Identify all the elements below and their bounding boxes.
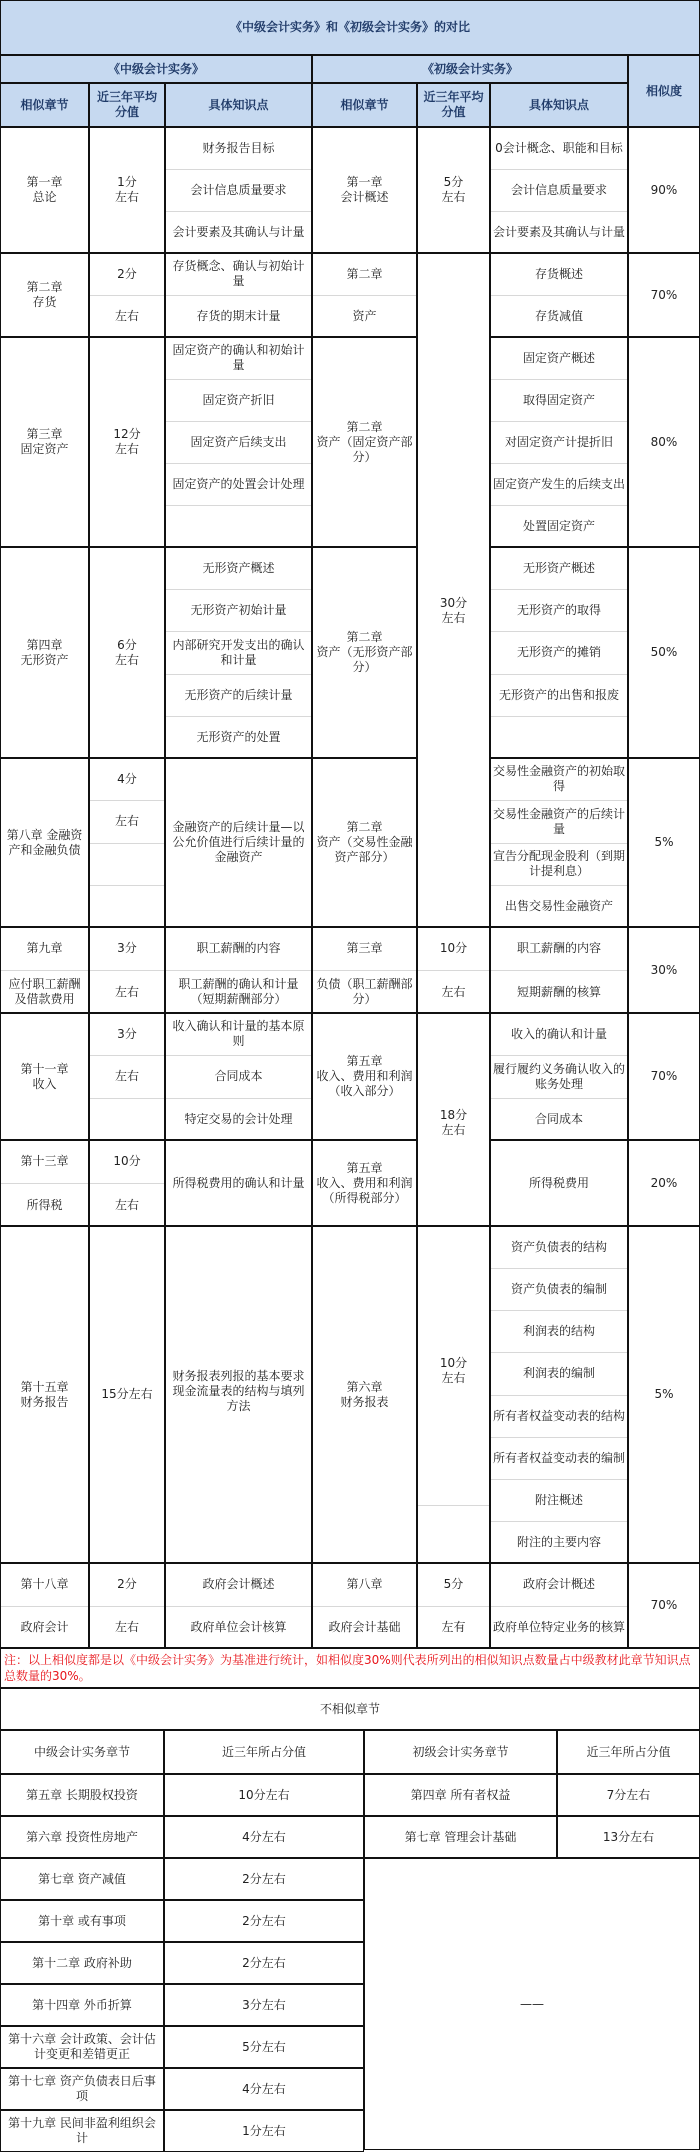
- footnote: 注：以上相似度都是以《中级会计实务》为基准进行统计，如相似度30%则代表所列出的相似知识点数量占中级教材此章节知识点总数量的30%。: [4, 1653, 691, 1683]
- cell-border: [0, 0, 700, 55]
- col-header-points: 具体知识点: [490, 83, 628, 127]
- cell-border: [312, 927, 417, 1013]
- similarity-value: 5%: [654, 1387, 674, 1401]
- cell-border: [0, 1730, 164, 1774]
- knowledge-point: 左右: [89, 1183, 165, 1226]
- score-cell: 1分 左右: [114, 175, 139, 204]
- dissimilar-mid-chapter: 第十九章 民间非盈利组织会计: [8, 2116, 156, 2145]
- dissimilar-col-header: 近三年所占分值: [221, 1744, 306, 1759]
- cell-border: [312, 337, 417, 547]
- knowledge-point: 无形资产的摊销: [490, 631, 628, 673]
- cell-border: [312, 547, 417, 758]
- knowledge-point: 左右: [89, 1055, 165, 1097]
- knowledge-point: 内部研究开发支出的确认和计量: [165, 631, 312, 673]
- knowledge-point: 固定资产的处置会计处理: [165, 463, 312, 505]
- cell-border: [89, 127, 165, 253]
- cell-border: [490, 1013, 628, 1140]
- knowledge-point: 金融资产的后续计量—以公允价值进行后续计量的金融资产: [172, 820, 305, 864]
- cell-border: [164, 1730, 364, 1774]
- cell-border: [89, 337, 165, 547]
- knowledge-point: 左右: [89, 1606, 165, 1649]
- knowledge-point: 存货概念、确认与初始计量: [172, 259, 305, 288]
- cell-border: [417, 1226, 490, 1563]
- cell-border: [0, 1858, 164, 1900]
- cell-border: [0, 1013, 89, 1140]
- similarity-value: 50%: [650, 645, 678, 659]
- knowledge-point: 2分: [117, 266, 137, 281]
- cell-border: [312, 83, 417, 127]
- knowledge-point: 处置固定资产: [490, 505, 628, 547]
- knowledge-point: 所得税费用的确认和计量: [172, 1175, 305, 1190]
- cell-border: [165, 253, 312, 337]
- knowledge-point: 会计要素及其确认与计量: [490, 211, 628, 253]
- cell-border: [165, 337, 312, 547]
- cell-border: [312, 1226, 417, 1563]
- chapter-cell: 第一章 总论: [26, 175, 63, 204]
- cell-border: [0, 1984, 164, 2026]
- dissimilar-mid-score: 4分左右: [242, 1829, 286, 1844]
- knowledge-point: 会计要素及其确认与计量: [165, 211, 312, 253]
- chapter-cell: 第四章 无形资产: [20, 637, 69, 667]
- knowledge-point: 资产: [312, 295, 417, 337]
- knowledge-point: 对固定资产计提折旧: [490, 421, 628, 463]
- knowledge-point: 政府会计概述: [522, 1576, 595, 1591]
- dissimilar-mid-chapter: 第十六章 会计政策、会计估计变更和差错更正: [8, 2032, 156, 2061]
- knowledge-point: 职工薪酬的内容: [516, 941, 601, 955]
- chapter-cell: 第二章 资产（无形资产部分）: [316, 630, 413, 674]
- similarity-value: 70%: [650, 1598, 678, 1612]
- cell-border: [0, 127, 89, 253]
- cell-border: [490, 1226, 628, 1563]
- knowledge-point: 左右: [89, 800, 165, 842]
- cell-border: [0, 337, 89, 547]
- cell-border: [312, 127, 417, 253]
- chapter-cell: 第十五章 财务报告: [20, 1379, 69, 1409]
- chapter-cell: 第八章 金融资产和金融负债: [6, 827, 83, 857]
- cell-border: [164, 1816, 364, 1858]
- score-cell: 15分左右: [101, 1387, 153, 1401]
- cell-border: [0, 2110, 164, 2152]
- cell-border: [312, 253, 417, 337]
- col-header-points: 具体知识点: [165, 83, 312, 127]
- knowledge-point: 短期薪酬的核算: [490, 970, 628, 1013]
- knowledge-point: 3分: [117, 1026, 137, 1041]
- knowledge-point: 第二章: [346, 266, 383, 281]
- knowledge-point: 固定资产概述: [522, 350, 595, 365]
- cell-border: [0, 1816, 164, 1858]
- dissimilar-jr-empty: ——: [520, 1996, 544, 2011]
- cell-border: [0, 1648, 700, 1688]
- chapter-cell: 第二章 资产（交易性金融资产部分）: [316, 820, 413, 864]
- cell-border: [164, 1900, 364, 1942]
- knowledge-point: 附注的主要内容: [490, 1521, 628, 1563]
- dissimilar-jr-chapter: 第四章 所有者权益: [410, 1787, 511, 1802]
- knowledge-point: 无形资产的后续计量: [165, 674, 312, 716]
- cell-border: [165, 547, 312, 758]
- knowledge-point: 左右: [89, 295, 165, 337]
- knowledge-point: 无形资产的取得: [490, 589, 628, 631]
- knowledge-point: 利润表的结构: [490, 1310, 628, 1352]
- knowledge-point: 政府会计概述: [202, 1576, 275, 1591]
- cell-border: [312, 1013, 417, 1140]
- similarity-value: 20%: [650, 1175, 678, 1190]
- knowledge-point: 2分: [117, 1576, 137, 1591]
- dissimilar-jr-score: 13分左右: [602, 1829, 655, 1844]
- cell-border: [0, 927, 89, 1013]
- cell-border: [312, 758, 417, 927]
- cell-border: [417, 253, 490, 927]
- knowledge-point: 左有: [417, 1606, 490, 1649]
- knowledge-point: 10分: [439, 941, 468, 955]
- dissimilar-mid-chapter: 第十四章 外币折算: [32, 1997, 132, 2012]
- cell-border: [364, 1858, 700, 2150]
- knowledge-point: 合同成本: [490, 1098, 628, 1140]
- knowledge-point: 收入确认和计量的基本原则: [172, 1019, 305, 1049]
- cell-border: [628, 253, 700, 337]
- cell-border: [628, 1013, 700, 1140]
- cell-border: [0, 2026, 164, 2068]
- knowledge-point: 第十三章: [20, 1154, 69, 1168]
- cell-border: [165, 1226, 312, 1563]
- cell-border: [0, 253, 89, 337]
- dissimilar-mid-chapter: 第十二章 政府补助: [32, 1955, 132, 1970]
- dissimilar-mid-chapter: 第十章 或有事项: [38, 1913, 126, 1928]
- cell-border: [165, 1563, 312, 1648]
- knowledge-point: 财务报表列报的基本要求 现金流量表的结构与填列方法: [172, 1369, 305, 1413]
- group-header-junior: 《初级会计实务》: [312, 55, 628, 83]
- knowledge-point: 履行履约义务确认收入的账务处理: [490, 1055, 628, 1097]
- cell-border: [89, 758, 165, 927]
- page-title: 《中级会计实务》和《初级会计实务》的对比: [0, 0, 700, 55]
- cell-border: [490, 83, 628, 127]
- knowledge-point: 职工薪酬的内容: [196, 941, 281, 955]
- cell-border: [628, 547, 700, 758]
- cell-border: [89, 927, 165, 1013]
- knowledge-point: 特定交易的会计处理: [165, 1098, 312, 1140]
- knowledge-point: 第八章: [346, 1576, 383, 1591]
- cell-border: [164, 2110, 364, 2152]
- cell-border: [628, 1226, 700, 1563]
- knowledge-point: 所得税: [0, 1183, 89, 1226]
- chapter-cell: 第六章 财务报表: [340, 1379, 389, 1409]
- cell-border: [557, 1816, 700, 1858]
- cell-border: [490, 758, 628, 927]
- knowledge-point: 5分: [443, 1576, 464, 1591]
- similarity-value: 5%: [654, 835, 674, 849]
- cell-border: [0, 2068, 164, 2110]
- knowledge-point: 应付职工薪酬及借款费用: [0, 970, 89, 1013]
- cell-border: [364, 1774, 557, 1816]
- cell-border: [164, 1774, 364, 1816]
- dissimilar-mid-chapter: 第六章 投资性房地产: [26, 1829, 138, 1844]
- dissimilar-jr-chapter: 第七章 管理会计基础: [404, 1829, 517, 1844]
- knowledge-point: 所有者权益变动表的结构: [490, 1395, 628, 1437]
- knowledge-point: 3分: [117, 941, 137, 955]
- cell-border: [417, 927, 490, 1013]
- col-header-chapter: 相似章节: [312, 83, 417, 127]
- knowledge-point: 所得税费用: [528, 1175, 589, 1190]
- knowledge-point: 无形资产的出售和报废: [490, 674, 628, 716]
- cell-border: [0, 1900, 164, 1942]
- cell-border: [312, 1563, 417, 1648]
- dissimilar-mid-chapter: 第七章 资产减值: [38, 1871, 126, 1886]
- chapter-cell: 第五章 收入、费用和利润（所得税部分）: [316, 1160, 413, 1205]
- cell-border: [0, 758, 89, 927]
- knowledge-point: 政府会计基础: [312, 1606, 417, 1649]
- col-header-avg-score: 近三年平均分值: [417, 83, 490, 127]
- dissimilar-mid-score: 10分左右: [238, 1787, 290, 1802]
- knowledge-point: 职工薪酬的确认和计量（短期薪酬部分）: [165, 970, 312, 1013]
- cell-border: [165, 758, 312, 927]
- cell-border: [0, 1688, 700, 1730]
- cell-border: [164, 1984, 364, 2026]
- knowledge-point: 左右: [89, 970, 165, 1013]
- cell-border: [557, 1774, 700, 1816]
- knowledge-point: 宣告分配现金股利（到期计提利息）: [490, 843, 628, 885]
- dissimilar-mid-chapter: 第十七章 资产负债表日后事项: [8, 2074, 156, 2103]
- cell-border: [628, 127, 700, 253]
- knowledge-point: 出售交易性金融资产: [490, 885, 628, 927]
- dissimilar-mid-score: 2分左右: [242, 1871, 286, 1886]
- cell-border: [0, 55, 312, 83]
- similarity-value: 30%: [650, 962, 678, 977]
- score-cell: 12分 左右: [113, 427, 141, 456]
- cell-border: [417, 1013, 490, 1226]
- knowledge-point: 合同成本: [165, 1055, 312, 1097]
- knowledge-point: 政府会计: [0, 1606, 89, 1649]
- dissimilar-mid-score: 1分左右: [242, 2123, 286, 2138]
- cell-border: [628, 337, 700, 547]
- cell-border: [165, 1013, 312, 1140]
- chapter-cell: 第一章 会计概述: [340, 175, 389, 204]
- cell-border: [164, 1858, 364, 1900]
- cell-border: [89, 1226, 165, 1563]
- similarity-value: 80%: [650, 434, 678, 449]
- chapter-cell: 第二章 资产（固定资产部分）: [316, 419, 413, 464]
- knowledge-point: 资产负债表的结构: [510, 1239, 607, 1254]
- knowledge-point: 存货减值: [490, 295, 628, 337]
- cell-border: [165, 83, 312, 127]
- cell-border: [417, 127, 490, 253]
- cell-border: [490, 127, 628, 253]
- similarity-value: 90%: [650, 182, 678, 197]
- cell-border: [490, 927, 628, 1013]
- col-header-chapter: 相似章节: [0, 83, 89, 127]
- knowledge-point: 存货的期末计量: [165, 295, 312, 337]
- knowledge-point: 固定资产后续支出: [165, 421, 312, 463]
- score-cell: 10分 左右: [439, 1356, 468, 1385]
- knowledge-point: 固定资产发生的后续支出: [490, 463, 628, 505]
- dissimilar-title: 不相似章节: [319, 1701, 380, 1716]
- knowledge-point: 所有者权益变动表的编制: [490, 1437, 628, 1479]
- cell-border: [364, 1730, 557, 1774]
- cell-border: [557, 1730, 700, 1774]
- knowledge-point: 固定资产的确认和初始计量: [172, 343, 305, 372]
- similarity-value: 70%: [650, 1069, 678, 1083]
- knowledge-point: 无形资产概述: [202, 560, 275, 575]
- cell-border: [417, 1563, 490, 1648]
- chapter-cell: 第二章 存货: [26, 280, 63, 309]
- cell-border: [89, 1013, 165, 1140]
- cell-border: [312, 1140, 417, 1226]
- knowledge-point: 左右: [417, 970, 490, 1013]
- knowledge-point: 负债（职工薪酬部分）: [312, 970, 417, 1013]
- cell-border: [628, 55, 700, 127]
- dissimilar-col-header: 中级会计实务章节: [33, 1744, 130, 1759]
- cell-border: [0, 1226, 89, 1563]
- shared-score-income: 18分 左右: [439, 1108, 468, 1137]
- cell-border: [89, 547, 165, 758]
- knowledge-point: 第九章: [26, 941, 63, 955]
- chapter-cell: 第十一章 收入: [20, 1061, 69, 1091]
- knowledge-point: 资产负债表的编制: [490, 1268, 628, 1310]
- similarity-header: 相似度: [628, 55, 700, 127]
- dissimilar-mid-score: 4分左右: [242, 2081, 286, 2096]
- knowledge-point: 固定资产折旧: [165, 379, 312, 421]
- cell-border: [165, 127, 312, 253]
- cell-border: [490, 337, 628, 547]
- shared-score-assets: 30分 左右: [439, 596, 468, 625]
- knowledge-point: 会计信息质量要求: [165, 169, 312, 211]
- knowledge-point: 政府单位会计核算: [165, 1606, 312, 1649]
- knowledge-point: 无形资产初始计量: [165, 589, 312, 631]
- knowledge-point: 交易性金融资产的后续计量: [490, 800, 628, 842]
- chapter-cell: 第五章 收入、费用和利润（收入部分）: [316, 1054, 413, 1098]
- cell-border: [628, 1563, 700, 1648]
- cell-border: [490, 1563, 628, 1648]
- cell-border: [490, 1140, 628, 1226]
- chapter-cell: 第三章 固定资产: [20, 427, 69, 456]
- knowledge-point: 收入的确认和计量: [510, 1026, 607, 1041]
- dissimilar-jr-score: 7分左右: [606, 1787, 651, 1802]
- cell-border: [0, 1563, 89, 1648]
- cell-border: [165, 1140, 312, 1226]
- knowledge-point: 交易性金融资产的初始取得: [493, 764, 626, 794]
- cell-border: [628, 1140, 700, 1226]
- cell-border: [0, 83, 89, 127]
- dissimilar-col-header: 近三年所占分值: [586, 1744, 671, 1759]
- cell-border: [164, 2026, 364, 2068]
- cell-border: [312, 55, 628, 83]
- knowledge-point: 4分: [117, 771, 137, 786]
- knowledge-point: 无形资产概述: [522, 560, 595, 575]
- dissimilar-mid-score: 3分左右: [242, 1997, 286, 2012]
- dissimilar-mid-score: 5分左右: [242, 2039, 286, 2054]
- cell-border: [417, 83, 490, 127]
- cell-border: [164, 1942, 364, 1984]
- dissimilar-mid-score: 2分左右: [242, 1913, 286, 1928]
- cell-border: [0, 1774, 164, 1816]
- cell-border: [0, 547, 89, 758]
- knowledge-point: 第三章: [346, 941, 383, 955]
- cell-border: [89, 1563, 165, 1648]
- dissimilar-mid-score: 2分左右: [242, 1955, 286, 1970]
- cell-border: [165, 927, 312, 1013]
- knowledge-point: 会计信息质量要求: [490, 169, 628, 211]
- similarity-value: 70%: [650, 287, 678, 302]
- knowledge-point: 存货概述: [534, 266, 583, 281]
- knowledge-point: 政府单位特定业务的核算: [490, 1606, 628, 1649]
- knowledge-point: 利润表的编制: [490, 1352, 628, 1394]
- cell-border: [89, 253, 165, 337]
- cell-border: [628, 758, 700, 927]
- cell-border: [490, 253, 628, 337]
- knowledge-point: 附注概述: [490, 1479, 628, 1521]
- cell-border: [490, 547, 628, 758]
- col-header-avg-score: 近三年平均分值: [89, 83, 165, 127]
- knowledge-point: 0会计概念、职能和目标: [495, 140, 623, 155]
- cell-border: [89, 1140, 165, 1226]
- cell-border: [364, 1816, 557, 1858]
- cell-border: [0, 1140, 89, 1226]
- cell-border: [89, 83, 165, 127]
- dissimilar-col-header: 初级会计实务章节: [412, 1744, 509, 1759]
- score-cell: 5分 左右: [441, 175, 466, 204]
- knowledge-point: 10分: [113, 1154, 141, 1168]
- knowledge-point: 无形资产的处置: [165, 716, 312, 758]
- cell-border: [164, 2068, 364, 2110]
- group-header-intermediate: 《中级会计实务》: [0, 55, 312, 83]
- score-cell: 6分 左右: [114, 637, 139, 667]
- knowledge-point: 第十八章: [20, 1576, 69, 1591]
- cell-border: [628, 927, 700, 1013]
- knowledge-point: 财务报告目标: [202, 140, 275, 155]
- dissimilar-mid-chapter: 第五章 长期股权投资: [26, 1787, 138, 1802]
- knowledge-point: 取得固定资产: [490, 379, 628, 421]
- cell-border: [0, 1942, 164, 1984]
